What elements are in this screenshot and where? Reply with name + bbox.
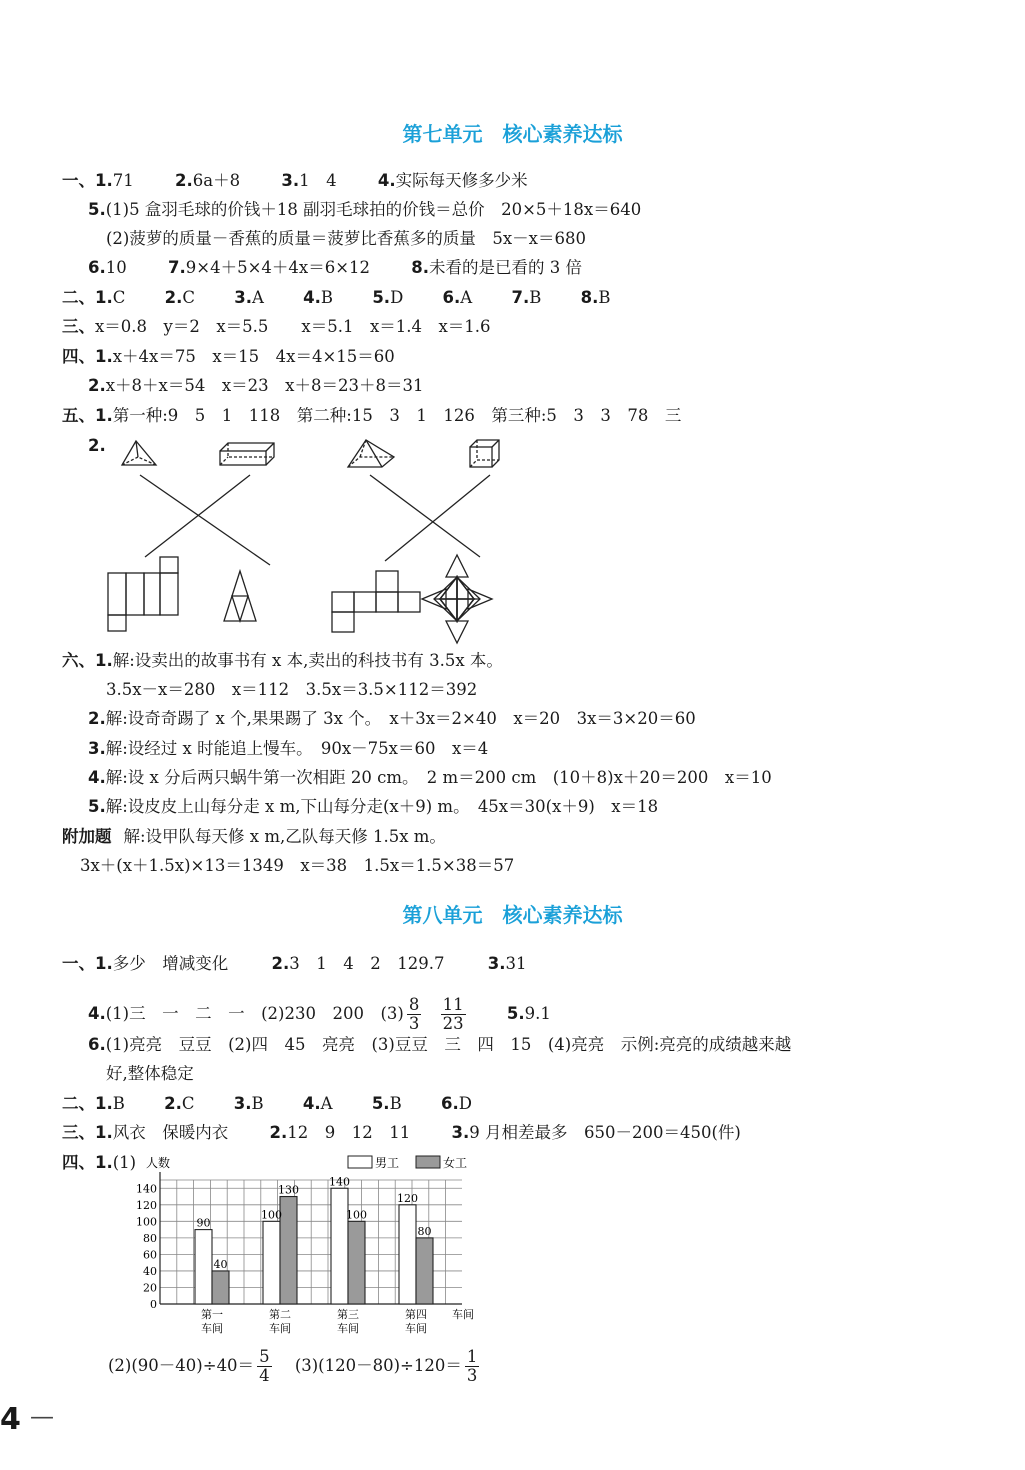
q-num: 8. [580, 288, 599, 307]
q-num: 4. [302, 1094, 321, 1113]
answer: (2)(90－40)÷40＝ [108, 1356, 255, 1375]
bar-男工 [331, 1188, 348, 1304]
legend-label: 男工 [375, 1156, 400, 1170]
answer: x＝0.8 y＝2 x＝5.5 x＝5.1 x＝1.4 x＝1.6 [95, 317, 491, 336]
q-num: 8. [411, 258, 430, 277]
answer: B [598, 288, 611, 307]
unit8-title: 第八单元 核心素养达标 [402, 903, 623, 927]
bar-value-label: 140 [329, 1175, 350, 1189]
answer: 1 4 [299, 171, 337, 190]
u7-s5-line1 [62, 405, 681, 427]
u7-s1-line4 [88, 257, 582, 279]
q-num: 4. [377, 171, 396, 190]
q-num: 2. [271, 954, 290, 973]
q-num: 6. [88, 258, 106, 277]
answer: B [112, 1094, 125, 1113]
u7-s1-line1 [62, 170, 528, 192]
answer: D [458, 1094, 472, 1113]
answer: 3 1 4 2 129.7 [289, 954, 445, 973]
triangular-pyramid-figure [122, 441, 156, 465]
u8-s1-line1 [62, 953, 526, 975]
page-number: 4 [0, 1402, 21, 1437]
answer: 6a＋8 [192, 171, 241, 190]
cube-net-figure [332, 571, 420, 632]
u7-s6-line2: 3.5x－x＝280 x＝112 3.5x＝3.5×112＝392 [106, 680, 478, 699]
u7-s3 [62, 316, 491, 338]
answer: (3)(120－80)÷120＝ [294, 1356, 462, 1375]
section-label: 附加题 [62, 827, 112, 846]
q-num: 2. [164, 288, 183, 307]
u7-s1-line3: (2)菠萝的质量－香蕉的质量＝菠萝比香蕉多的质量 5x－x＝680 [106, 229, 586, 248]
cuboid-net-figure [108, 557, 178, 631]
u7-s6-line6 [88, 796, 658, 818]
match-line [145, 475, 250, 557]
answer: 解:设 x 分后两只蜗牛第一次相距 20 cm。 2 m＝200 cm (10＋8)x＋20＝200 x＝10 [105, 768, 772, 787]
answer: A [320, 1094, 333, 1113]
x-tick-label: 第一 [201, 1308, 223, 1321]
answer: A [252, 288, 264, 307]
section-label: 二、 [62, 288, 95, 307]
answer: 解:设卖出的故事书有 x 本,卖出的科技书有 3.5x 本。 [112, 651, 503, 670]
q-num: 3. [281, 171, 300, 190]
section-label: 一、 [62, 171, 95, 190]
answer: 风衣 保暖内衣 [112, 1123, 229, 1142]
u8-s1-line3 [88, 1034, 791, 1056]
y-tick-label: 100 [136, 1215, 157, 1229]
q-num: 1. [95, 347, 113, 366]
section-label: 二、 [62, 1094, 95, 1113]
x-tick-label: 车间 [337, 1322, 359, 1335]
fraction: $\frac{5}{4}$ [259, 1347, 270, 1385]
x-axis-label: 车间 [452, 1308, 474, 1321]
q-num: 3. [233, 1094, 252, 1113]
match-line [385, 475, 490, 561]
answer: 71 [112, 171, 134, 190]
x-tick-label: 车间 [405, 1322, 427, 1335]
u7-s4-line2 [88, 375, 423, 397]
section-label: 三、 [62, 1123, 95, 1142]
answer: x＋4x＝75 x＝15 4x＝4×15＝60 [112, 347, 395, 366]
answer: 10 [105, 258, 127, 277]
solid-net-matching-diagram [100, 435, 550, 645]
answer: 9×4＋5×4＋4x＝6×12 [185, 258, 371, 277]
u7-bonus-line2: 3x＋(x＋1.5x)×13＝1349 x＝38 1.5x＝1.5×38＝57 [80, 856, 515, 875]
bar-value-label: 80 [417, 1224, 432, 1238]
match-line [370, 475, 480, 557]
answer: x＋8＋x＝54 x＝23 x＋8＝23＋8＝31 [105, 376, 424, 395]
answer: 解:设甲队每天修 x m,乙队每天修 1.5x m。 [123, 827, 446, 846]
answer: 第一种:9 5 1 118 第二种:15 3 1 126 第三种:5 3 3 78 三 [112, 406, 682, 425]
square-pyramid-net-figure [422, 555, 492, 643]
q-num: 5. [88, 797, 106, 816]
q-num: 2. [175, 171, 193, 190]
q-num: 1. [95, 171, 113, 190]
x-tick-label: 第三 [337, 1308, 359, 1321]
q-num: 2. [269, 1123, 288, 1142]
bar-女工 [416, 1238, 433, 1304]
x-tick-label: 车间 [269, 1322, 291, 1335]
u7-s1-line2 [88, 199, 641, 221]
section-label: 四、 [62, 347, 95, 366]
bar-女工 [212, 1271, 229, 1304]
u7-s6-line3 [88, 708, 696, 730]
answer: 12 9 12 11 [287, 1123, 411, 1142]
q-num: 1. [95, 1094, 113, 1113]
q-num: 6. [440, 1094, 459, 1113]
workshop-bar-chart [100, 1150, 500, 1340]
q-num: 4. [303, 288, 321, 307]
x-tick-label: 第四 [405, 1308, 427, 1321]
footer-dash: — [30, 1402, 54, 1430]
answer: (1)5 盒羽毛球的价钱＋18 副羽毛球拍的价钱＝总价 20×5＋18x＝640 [105, 200, 642, 219]
answer: D [390, 288, 404, 307]
square-pyramid-figure [348, 440, 394, 467]
q-num: 7. [511, 288, 530, 307]
answer: 解:设奇奇踢了 x 个,果果踢了 3x 个。 x＋3x＝2×40 x＝20 3x＝3×20＝60 [105, 709, 696, 728]
y-axis-label: 人数 [146, 1156, 171, 1170]
answer: 未看的是已看的 3 倍 [429, 258, 583, 277]
q-num: 2. [164, 1094, 182, 1113]
q-num: 5. [371, 1094, 390, 1113]
answer: 解:设皮皮上山每分走 x m,下山每分走(x＋9) m。 45x＝30(x＋9) x＝18 [105, 797, 659, 816]
answer: C [181, 1094, 195, 1113]
match-line [140, 475, 270, 565]
fraction: $\frac{1}{3}$ [466, 1347, 478, 1385]
q-num: 1. [95, 1153, 113, 1172]
unit7-title: 第七单元 核心素养达标 [402, 122, 623, 146]
bar-value-label: 90 [196, 1216, 211, 1230]
q-num: 4. [88, 1004, 106, 1023]
u8-s2 [62, 1093, 472, 1115]
q-num: 3. [234, 288, 252, 307]
answer: B [529, 288, 542, 307]
q-num: 1. [95, 288, 113, 307]
q-num: 3. [451, 1123, 470, 1142]
bar-value-label: 130 [278, 1183, 299, 1197]
x-tick-label: 车间 [201, 1322, 223, 1335]
section-label: 三、 [62, 317, 95, 336]
u8-s3 [62, 1122, 741, 1144]
answer: (1)三 一 二 一 (2)230 200 (3) [105, 1004, 404, 1023]
answer: C [112, 288, 126, 307]
answer: C [182, 288, 195, 307]
answer: 解:设经过 x 时能追上慢车。 90x－75x＝60 x＝4 [105, 739, 489, 758]
q-num: 3. [487, 954, 506, 973]
answer: 多少 增减变化 [112, 954, 229, 973]
x-tick-label: 第二 [269, 1308, 291, 1321]
answer: B [389, 1094, 402, 1113]
u7-bonus-line1 [62, 826, 446, 848]
answer: B [320, 288, 334, 307]
q-num: 5. [88, 200, 106, 219]
y-tick-label: 0 [150, 1298, 157, 1311]
answer: A [460, 288, 473, 307]
y-tick-label: 60 [143, 1248, 157, 1262]
u8-s4-line2 [108, 1344, 479, 1388]
answer: 9 月相差最多 650－200＝450(件) [469, 1123, 741, 1142]
bar-女工 [280, 1197, 297, 1304]
triangular-pyramid-net-figure [224, 571, 256, 621]
q-num: 2. [88, 436, 106, 455]
answer: 9.1 [524, 1004, 551, 1023]
u7-s6-line1 [62, 650, 503, 672]
q-num: 1. [95, 406, 113, 425]
legend-swatch [416, 1156, 440, 1168]
u7-s4-line1 [62, 346, 395, 368]
section-label: 四、 [62, 1153, 95, 1172]
legend-swatch [348, 1156, 372, 1168]
fraction: $\frac{11}{23}$ [442, 995, 464, 1033]
q-num: 2. [88, 709, 106, 728]
q-num: 4. [88, 768, 106, 787]
q-num: 6. [88, 1035, 106, 1054]
q-num: 3. [88, 739, 106, 758]
q-num: 6. [442, 288, 461, 307]
u7-s6-line5 [88, 767, 772, 789]
answer: (1) [112, 1153, 137, 1172]
q-num: 1. [95, 954, 113, 973]
y-tick-label: 20 [143, 1281, 157, 1295]
chart-legend [348, 1156, 467, 1170]
bar-value-label: 40 [213, 1257, 228, 1271]
answer: B [251, 1094, 264, 1113]
answer: 实际每天修多少米 [395, 171, 528, 190]
q-num: 7. [168, 258, 186, 277]
bar-男工 [399, 1205, 416, 1304]
q-num: 1. [95, 1123, 113, 1142]
legend-label: 女工 [443, 1156, 468, 1170]
bar-value-label: 120 [397, 1191, 418, 1205]
y-tick-label: 120 [136, 1198, 157, 1212]
q-num: 2. [88, 376, 106, 395]
q-num: 5. [372, 288, 391, 307]
q-num: 1. [95, 651, 113, 670]
chart-bars [195, 1188, 433, 1304]
cuboid-figure [220, 443, 274, 465]
u7-s2 [62, 287, 611, 309]
u7-s6-line4 [88, 738, 488, 760]
y-tick-label: 40 [143, 1264, 157, 1278]
fraction: $\frac{8}{3}$ [408, 995, 420, 1033]
y-tick-label: 80 [143, 1231, 157, 1245]
bar-男工 [263, 1221, 280, 1304]
section-label: 五、 [62, 406, 95, 425]
bar-value-label: 100 [261, 1208, 282, 1222]
answer: 31 [505, 954, 527, 973]
u8-s1-line4: 好,整体稳定 [106, 1064, 194, 1083]
cube-figure [470, 440, 499, 467]
y-tick-label: 140 [136, 1182, 157, 1196]
section-label: 一、 [62, 954, 95, 973]
bar-女工 [348, 1221, 365, 1304]
bar-value-label: 100 [346, 1208, 367, 1222]
q-num: 5. [506, 1004, 525, 1023]
answer: (1)亮亮 豆豆 (2)四 45 亮亮 (3)豆豆 三 四 15 (4)亮亮 示例:亮亮的成绩越来越 [105, 1035, 792, 1054]
section-label: 六、 [62, 651, 95, 670]
bar-男工 [195, 1230, 212, 1304]
u8-s1-line2 [88, 994, 551, 1034]
